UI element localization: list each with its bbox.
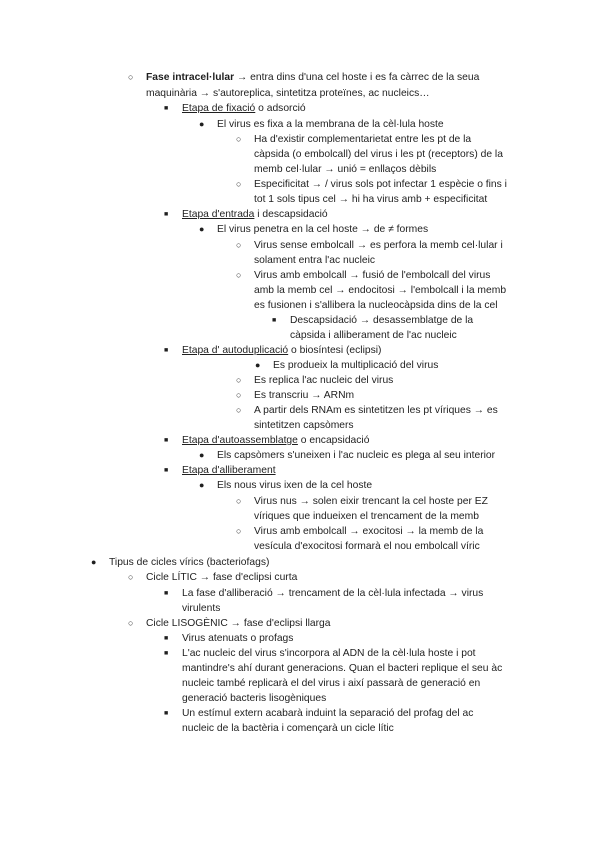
lisogenic-item2-line2: mantindre's ahí durant generacions. Quan el bacteri replique el seu àc bbox=[182, 663, 503, 674]
circle-bullet-icon: ○ bbox=[236, 496, 242, 506]
square-bullet-icon: ■ bbox=[164, 437, 169, 444]
circle-bullet-icon: ○ bbox=[236, 270, 242, 280]
disc-bullet-icon: ● bbox=[199, 224, 205, 234]
etapa-entrada-title: Etapa d'entrada bbox=[182, 209, 255, 220]
etapa-autoassemblatge-heading bbox=[182, 433, 369, 448]
etapa-autoassemblatge-rest: o encapsidació bbox=[297, 435, 370, 446]
alliberament-sub1-line2: víriques que indueixen el trencament de la memb bbox=[254, 511, 479, 522]
cicle-lisogenic-title: Cicle LISOGÈNIC → fase d'eclipsi llarga bbox=[146, 618, 331, 629]
circle-bullet-icon: ○ bbox=[128, 572, 134, 582]
etapa-alliberament-title: Etapa d'alliberament bbox=[182, 465, 276, 476]
lisogenic-item2-line3: nucleic també replicarà el del virus i així passarà de generació en bbox=[182, 678, 481, 689]
cicle-litic-title: Cicle LÍTIC → fase d'eclipsi curta bbox=[146, 572, 298, 583]
litic-item-line2: virulents bbox=[182, 603, 221, 614]
entrada-item: El virus penetra en la cel hoste → de ≠ formes bbox=[217, 224, 429, 235]
square-bullet-icon: ■ bbox=[272, 317, 277, 324]
circle-bullet-icon: ○ bbox=[236, 179, 242, 189]
square-bullet-icon: ■ bbox=[164, 211, 169, 218]
entrada-sub3-line2: càpsida i alliberament de l'ac nucleic bbox=[290, 330, 457, 341]
fixacio-sub1-line1: Ha d'existir complementarietat entre les pt de la bbox=[254, 134, 472, 145]
entrada-sub2-line3: es fusionen i s'allibera la nucleocàpsida dins de la cel bbox=[254, 300, 498, 311]
alliberament-item: Els nous virus ixen de la cel hoste bbox=[217, 480, 373, 491]
entrada-sub2-line1: Virus amb embolcall → fusió de l'embolcall del virus bbox=[254, 270, 491, 281]
disc-bullet-icon: ● bbox=[255, 360, 261, 370]
etapa-autoduplicacio-title: Etapa d' autoduplicació bbox=[182, 345, 289, 356]
fixacio-sub1-line2: càpsida (o embolcall) del virus i les pt (receptors) de la bbox=[254, 149, 503, 160]
autoduplicacio-sub2: Es transcriu → ARNm bbox=[254, 390, 355, 401]
etapa-autoduplicacio-heading bbox=[182, 343, 381, 358]
entrada-sub1-line1: Virus sense embolcall → es perfora la memb cel·lular i bbox=[254, 240, 503, 251]
square-bullet-icon: ■ bbox=[164, 467, 169, 474]
circle-bullet-icon: ○ bbox=[236, 240, 242, 250]
fase-intracellular-line bbox=[146, 70, 479, 85]
fase-title: Fase intracel·lular bbox=[146, 72, 235, 83]
autoduplicacio-sub1: Es replica l'ac nucleic del virus bbox=[254, 375, 394, 386]
etapa-fixacio-rest: o adsorció bbox=[255, 103, 306, 114]
circle-bullet-icon: ○ bbox=[128, 618, 134, 628]
autoduplicacio-sub3-line2: sintetitzen capsòmers bbox=[254, 420, 354, 431]
autoduplicacio-sub3-line1: A partir dels RNAm es sintetitzen les pt víriques → es bbox=[254, 405, 498, 416]
lisogenic-item3-line1: Un estímul extern acabarà induint la separació del profag del ac bbox=[182, 708, 474, 719]
disc-bullet-icon: ● bbox=[199, 119, 205, 129]
tipus-cicles-title: Tipus de cicles vírics (bacteriofags) bbox=[109, 557, 270, 568]
square-bullet-icon: ■ bbox=[164, 650, 169, 657]
alliberament-sub2-line1: Virus amb embolcall → exocitosi → la memb de la bbox=[254, 526, 484, 537]
lisogenic-item2-line1: L'ac nucleic del virus s'incorpora al ADN de la cèl·lula hoste i pot bbox=[182, 648, 476, 659]
fixacio-item: El virus es fixa a la membrana de la cèl·lula hoste bbox=[217, 119, 444, 130]
circle-bullet-icon: ○ bbox=[236, 375, 242, 385]
lisogenic-item3-line2: nucleic de la bactèria i començarà un cicle lític bbox=[182, 723, 394, 734]
etapa-fixacio-heading bbox=[182, 101, 306, 116]
autoduplicacio-item: Es produeix la multiplicació del virus bbox=[273, 360, 439, 371]
fase-line-2: maquinària → s'autoreplica, sintetitza proteïnes, ac nucleics… bbox=[146, 88, 430, 99]
square-bullet-icon: ■ bbox=[164, 347, 169, 354]
etapa-autoduplicacio-rest: o biosíntesi (eclipsi) bbox=[288, 345, 382, 356]
litic-item-line1: La fase d'alliberació → trencament de la cèl·lula infectada → virus bbox=[182, 588, 484, 599]
etapa-entrada-rest: i descapsidació bbox=[254, 209, 328, 220]
square-bullet-icon: ■ bbox=[164, 710, 169, 717]
fixacio-sub2-line2: tot 1 sols tipus cel → hi ha virus amb + especificitat bbox=[254, 194, 488, 205]
lisogenic-item1: Virus atenuats o profags bbox=[182, 633, 294, 644]
circle-bullet-icon: ○ bbox=[128, 72, 134, 82]
alliberament-sub1-line1: Virus nus → solen eixir trencant la cel hoste per EZ bbox=[254, 496, 488, 507]
fase-text: → entra dins d'una cel hoste i es fa càrrec de la seua bbox=[234, 72, 480, 83]
entrada-sub3-line1: Descapsidació → desassemblatge de la bbox=[290, 315, 474, 326]
disc-bullet-icon: ● bbox=[199, 450, 205, 460]
autoassemblatge-item: Els capsòmers s'uneixen i l'ac nucleic es plega al seu interior bbox=[217, 450, 496, 461]
entrada-sub2-line2: amb la memb cel → endocitosi → l'embolcall i la memb bbox=[254, 285, 507, 296]
lisogenic-item2-line4: generació bacteris lisogèniques bbox=[182, 693, 327, 704]
entrada-sub1-line2: solament entra l'ac nucleic bbox=[254, 255, 376, 266]
circle-bullet-icon: ○ bbox=[236, 134, 242, 144]
etapa-fixacio-title: Etapa de fixació bbox=[182, 103, 256, 114]
circle-bullet-icon: ○ bbox=[236, 390, 242, 400]
disc-bullet-icon: ● bbox=[199, 480, 205, 490]
circle-bullet-icon: ○ bbox=[236, 405, 242, 415]
etapa-autoassemblatge-title: Etapa d'autoassemblatge bbox=[182, 435, 298, 446]
alliberament-sub2-line2: vesícula d'exocitosi formarà el nou embolcall víric bbox=[254, 541, 480, 552]
circle-bullet-icon: ○ bbox=[236, 526, 242, 536]
square-bullet-icon: ■ bbox=[164, 105, 169, 112]
square-bullet-icon: ■ bbox=[164, 635, 169, 642]
square-bullet-icon: ■ bbox=[164, 590, 169, 597]
etapa-entrada-heading bbox=[182, 207, 328, 222]
fixacio-sub1-line3: memb cel·lular → unió = enllaços dèbils bbox=[254, 164, 437, 175]
disc-bullet-icon: ● bbox=[91, 557, 97, 567]
fixacio-sub2-line1: Especificitat → / virus sols pot infectar 1 espècie o fins i bbox=[254, 179, 507, 190]
